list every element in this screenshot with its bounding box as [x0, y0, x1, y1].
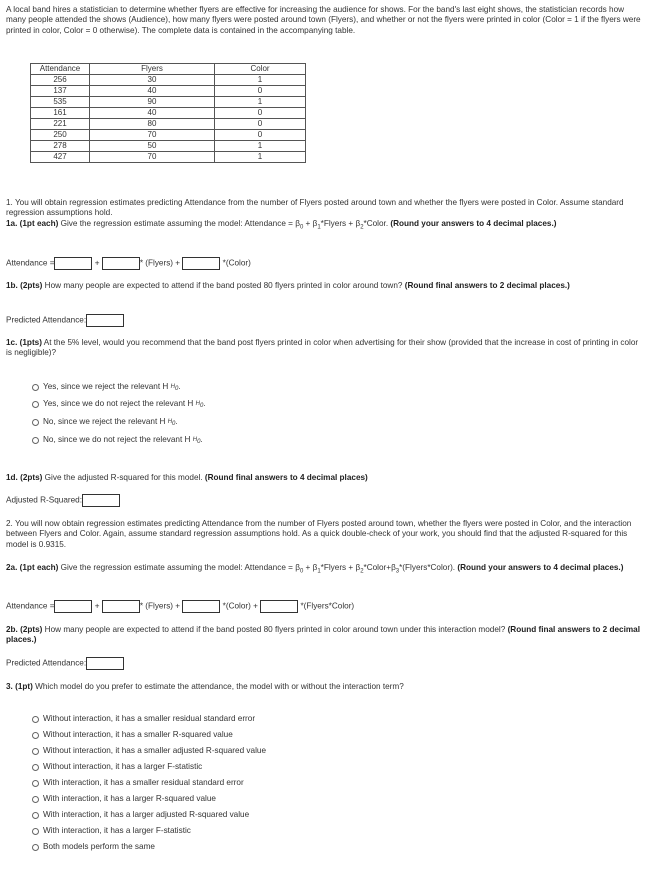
option-label: With interaction, it has a larger F-statistic — [43, 826, 191, 835]
q3-option-9[interactable] — [32, 842, 155, 852]
cell-attendance: 137 — [31, 86, 90, 97]
q2b-answer — [6, 657, 124, 670]
q1d-lead: 1d. (2pts) — [6, 473, 43, 482]
q2b-lead: 2b. (2pts) — [6, 625, 43, 634]
q2b-text — [6, 625, 646, 646]
option-label: Without interaction, it has a smaller R-squared value — [43, 730, 233, 739]
q3-question: Which model do you prefer to estimate the attendance, the model with or without the interaction term? — [32, 682, 404, 691]
radio-icon[interactable] — [32, 796, 39, 803]
q1b-text — [6, 281, 646, 291]
table-row — [31, 86, 306, 97]
cell-flyers: 30 — [90, 75, 215, 86]
q3-option-1[interactable] — [32, 714, 255, 724]
q1b-predicted-input[interactable] — [86, 314, 124, 327]
q1b-question: How many people are expected to attend if the band posted 80 flyers printed in color around town? — [42, 281, 403, 290]
q1c-option-3[interactable]: No, since we reject the relevant H $H_0$ . — [32, 416, 178, 429]
q1c-text — [6, 338, 646, 359]
q3-lead: 3. (1pt) — [6, 682, 33, 691]
table-row — [31, 75, 306, 86]
q2a-model: Give the regression estimate assuming the model: Attendance = β — [58, 563, 300, 572]
cell-color: 1 — [215, 97, 306, 108]
radio-icon[interactable] — [32, 437, 39, 444]
radio-icon[interactable] — [32, 828, 39, 835]
predicted-label: Predicted Attendance: — [6, 658, 87, 668]
predicted-label: Predicted Attendance: — [6, 315, 87, 325]
cell-attendance: 221 — [31, 119, 90, 130]
cell-flyers: 40 — [90, 108, 215, 119]
interaction-term: *(Flyers*Color) — [300, 601, 355, 611]
cell-flyers: 70 — [90, 152, 215, 163]
table-row — [31, 119, 306, 130]
q1b-answer — [6, 314, 124, 327]
option-label: Both models perform the same — [43, 842, 155, 851]
flyers-term: * (Flyers) + — [139, 601, 181, 611]
flyers-term: * (Flyers) + — [139, 258, 181, 268]
cell-flyers: 90 — [90, 97, 215, 108]
q2a-text: 2a. (1pt each) Give the regression estimate assuming the model: Attendance = $\beta_0$ + $\beta_1*Flyers$ + $\beta_2*Color+\beta_3*(Flyers*Color)$. (Round your answers to 4 decimal places.) — [6, 563, 624, 575]
q2b-round: (Round final answers to 2 decimal places.) — [6, 625, 640, 645]
cell-color: 0 — [215, 108, 306, 119]
q1d-round: (Round final answers to 4 decimal places) — [204, 473, 368, 482]
cell-attendance: 427 — [31, 152, 90, 163]
option-label: Without interaction, it has a larger F-statistic — [43, 762, 203, 771]
cell-flyers: 40 — [90, 86, 215, 97]
q1a-equation: Attendance = + * (Flyers) + *(Color) — [6, 257, 251, 270]
radio-icon[interactable] — [32, 384, 39, 391]
q3-option-8[interactable] — [32, 826, 191, 836]
q1c-option-2[interactable]: Yes, since we do not reject the relevant H $H_0$ . — [32, 398, 206, 411]
q3-text — [6, 682, 646, 692]
cell-color: 1 — [215, 75, 306, 86]
cell-color: 0 — [215, 86, 306, 97]
color-term: *(Color) + — [222, 601, 258, 611]
radio-icon[interactable] — [32, 844, 39, 851]
q1d-answer — [6, 494, 120, 507]
table-row — [31, 108, 306, 119]
q3-option-3[interactable] — [32, 746, 266, 756]
q2b-question: How many people are expected to attend if the band posted 80 flyers printed in color around town under this interaction model? — [42, 625, 506, 634]
data-table — [30, 63, 306, 163]
q3-option-5[interactable] — [32, 778, 244, 788]
q1c-option-1[interactable]: Yes, since we reject the relevant H $H_0$ . — [32, 381, 181, 394]
cell-attendance: 161 — [31, 108, 90, 119]
option-label: No, since we do not reject the relevant H — [43, 435, 191, 445]
cell-attendance: 535 — [31, 97, 90, 108]
q2a-equation: Attendance = + * (Flyers) + *(Color) + *(Flyers*Color) — [6, 600, 354, 613]
radio-icon[interactable] — [32, 419, 39, 426]
q1a-text: 1a. (1pt each) Give the regression estimate assuming the model: Attendance = $\beta_0$ + $\beta_1*Flyers$ + $\beta_2*Color$. (Round your answers to 4 decimal places.) — [6, 219, 557, 231]
cell-flyers: 50 — [90, 141, 215, 152]
cell-flyers: 80 — [90, 119, 215, 130]
radio-icon[interactable] — [32, 401, 39, 408]
option-label: Without interaction, it has a smaller residual standard error — [43, 714, 256, 723]
radio-icon[interactable] — [32, 780, 39, 787]
attendance-label: Attendance = — [6, 258, 55, 268]
col-header-attendance: Attendance — [31, 64, 90, 75]
intro-text: A local band hires a statistician to determine whether flyers are effective for increasing the audience for shows. For the band's last eight shows, the statistician records how many people attended the shows (Audience), how many flyers were posted around town (Flyers), and whether or not the flyers were printed in color (Color = 1 if the flyers were printed in color, Color = 0 otherwise). The complete data is contained in the accompanying table. — [6, 5, 641, 35]
cell-attendance: 278 — [31, 141, 90, 152]
q2a-lead: 2a. (1pt each) — [6, 563, 59, 572]
cell-color: 0 — [215, 119, 306, 130]
q1a-b2-input[interactable] — [182, 257, 220, 270]
option-label: With interaction, it has a smaller residual standard error — [43, 778, 244, 787]
q1b-round: (Round final answers to 2 decimal places.) — [404, 281, 570, 290]
q1a-model: Give the regression estimate assuming the model: Attendance = β — [58, 219, 300, 228]
option-label: Without interaction, it has a smaller adjusted R-squared value — [43, 746, 266, 755]
q1d-question: Give the adjusted R-squared for this model. — [42, 473, 203, 482]
option-label: Yes, since we do not reject the relevant H — [43, 399, 194, 409]
q3-option-7[interactable] — [32, 810, 249, 820]
q2a-b1-input[interactable] — [102, 600, 140, 613]
q3-option-4[interactable] — [32, 762, 202, 772]
q1c-question: At the 5% level, would you recommend that the band post flyers printed in color when advertising for their show (provided that the increase in cost of printing in color is negligible)? — [6, 338, 639, 358]
table-row — [31, 130, 306, 141]
q2b-predicted-input[interactable] — [86, 657, 124, 670]
table-row — [31, 97, 306, 108]
table-header-row — [31, 64, 306, 75]
q2a-b2-input[interactable] — [182, 600, 220, 613]
col-header-color: Color — [215, 64, 306, 75]
cell-flyers: 70 — [90, 130, 215, 141]
radio-icon[interactable] — [32, 812, 39, 819]
q1d-text — [6, 473, 646, 483]
option-label: No, since we reject the relevant H — [43, 417, 166, 427]
q1a-b1-input[interactable] — [102, 257, 140, 270]
cell-color: 1 — [215, 152, 306, 163]
color-term: *(Color) — [222, 258, 251, 268]
option-label: With interaction, it has a larger adjusted R-squared value — [43, 810, 250, 819]
q3-option-6[interactable] — [32, 794, 216, 804]
table-row — [31, 152, 306, 163]
q2a-b0-input[interactable] — [54, 600, 92, 613]
cell-attendance: 250 — [31, 130, 90, 141]
q2a-round: (Round your answers to 4 decimal places.) — [457, 563, 624, 572]
q1c-option-4[interactable]: No, since we do not reject the relevant H $H_0$ . — [32, 434, 203, 447]
q1b-lead: 1b. (2pts) — [6, 281, 43, 290]
q1a-b0-input[interactable] — [54, 257, 92, 270]
q3-option-2[interactable] — [32, 730, 233, 740]
q1c-lead: 1c. (1pts) — [6, 338, 42, 347]
col-header-flyers: Flyers — [90, 64, 215, 75]
option-label: Yes, since we reject the relevant H — [43, 382, 169, 392]
q2a-b3-input[interactable] — [260, 600, 298, 613]
q1a-round: (Round your answers to 4 decimal places.) — [390, 219, 557, 228]
table-row — [31, 141, 306, 152]
radio-icon[interactable] — [32, 764, 39, 771]
q1-intro: 1. You will obtain regression estimates predicting Attendance from the number of Flyers posted around town and whether the flyers were posted in Color. Assume standard regression assumptions hold. — [6, 198, 624, 218]
option-label: With interaction, it has a larger R-squared value — [43, 794, 216, 803]
radio-icon[interactable] — [32, 716, 39, 723]
q1d-adjusted-r-input[interactable] — [82, 494, 120, 507]
cell-color: 0 — [215, 130, 306, 141]
radio-icon[interactable] — [32, 732, 39, 739]
radio-icon[interactable] — [32, 748, 39, 755]
adjusted-r-label: Adjusted R-Squared: — [6, 495, 83, 505]
cell-attendance: 256 — [31, 75, 90, 86]
table-body — [31, 75, 306, 163]
attendance-label: Attendance = — [6, 601, 55, 611]
q1a-lead: 1a. (1pt each) — [6, 219, 59, 228]
q2-intro: 2. You will now obtain regression estimates predicting Attendance from the number of Flyers posted around town, whether the flyers were posted in Color, and the interaction between Flyers and Color. Again, assume standard regression assumptions hold. As a quick double-check of your work, you should find that the adjusted R-squared for this model is 0.9315. — [6, 519, 632, 549]
cell-color: 1 — [215, 141, 306, 152]
